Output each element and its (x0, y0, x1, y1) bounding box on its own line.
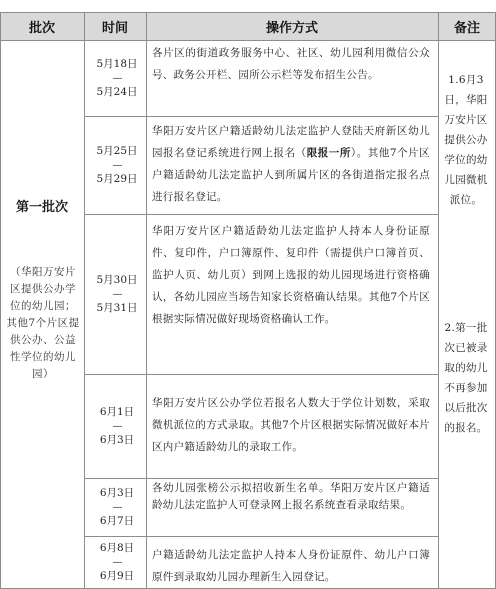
header-time: 时间 (101, 20, 128, 36)
start-date: 5月30日 (96, 273, 138, 286)
operation-cell-6: 户籍适龄幼儿法定监护人持本人身份证原件、幼儿户口簿原件到录取幼儿园办理新生入园登记。 (152, 549, 430, 583)
batch-name: 第一批次 (15, 200, 68, 215)
grid-line (84, 12, 85, 589)
start-date: 6月8日 (99, 541, 135, 554)
date-dash: — (112, 72, 122, 84)
start-date: 6月3日 (99, 486, 135, 499)
header-operation: 操作方式 (265, 20, 318, 36)
header-notes: 备注 (453, 20, 480, 36)
grid-line (0, 40, 496, 41)
start-date: 6月1日 (99, 405, 135, 418)
end-date: 6月3日 (99, 433, 135, 446)
operation-cell-4: 华阳万安片区公办学位若报名人数大于学位计划数，采取微机派位的方式录取。其他7个片区根据实际情况做好本片区内户籍适龄幼儿的录取工作。 (152, 397, 430, 453)
operation-text: ）。其他7个片区户籍适龄幼儿法定监护人到所属片区的各街道指定报名点进行报名登记。 (152, 147, 430, 203)
grid-line (0, 12, 496, 13)
time-cell-2 (86, 116, 148, 214)
end-date: 6月9日 (99, 569, 135, 582)
date-dash: — (112, 159, 122, 171)
operation-text: 华阳万安片区户籍适龄幼儿法定监护人登陆天府新区幼儿园报名登记系统进行网上报名（ (152, 125, 430, 159)
grid-line (438, 12, 439, 589)
operation-cell-5: 各幼儿园张榜公示拟招收新生名单。华阳万安片区户籍适龄幼儿法定监护人可登录网上报名系统查看录取结果。 (152, 482, 430, 511)
end-date: 5月24日 (96, 85, 138, 98)
time-cell-6 (86, 536, 148, 588)
time-cell-3 (86, 214, 148, 374)
end-date: 6月7日 (99, 514, 135, 527)
operation-cell-1: 各片区的街道政务服务中心、社区、幼儿园利用微信公众号、政务公开栏、园所公示栏等发布招生公告。 (152, 47, 430, 81)
grid-line (0, 12, 1, 589)
time-cell-5 (86, 478, 148, 536)
start-date: 5月25日 (96, 144, 138, 157)
batch-note: （华阳万安片区提供公办学位的幼儿园；其他7个片区提供公办、公益性学位的幼儿园） (6, 266, 80, 380)
date-dash: — (112, 420, 122, 432)
start-date: 5月18日 (96, 57, 138, 70)
date-dash: — (112, 501, 122, 513)
end-date: 5月31日 (96, 301, 138, 314)
operation-emphasis: 限报一所 (306, 147, 351, 159)
header-batch: 批次 (28, 20, 55, 36)
operation-cell-3: 华阳万安片区户籍适龄幼儿法定监护人持本人身份证原件、复印件，户口簿原件、复印件（需提供户口簿首页、监护人页、幼儿页）到网上选报的幼儿园现场进行资格确认，各幼儿园应当场告知家长资格确认结果。其他7个片区根据实际情况做好现场资格确认工作。 (152, 225, 430, 325)
end-date: 5月29日 (96, 172, 138, 185)
note-2: 2.第一批次已被录取的幼儿不再参加以后批次的报名。 (444, 322, 488, 434)
date-dash: — (112, 556, 122, 568)
time-cell-4 (86, 374, 148, 478)
note-1: 1.6月3日，华阳万安片区提供公办学位的幼儿园微机派位。 (444, 74, 488, 206)
operation-cell-2 (146, 120, 434, 208)
time-cell-1 (86, 40, 148, 116)
table-header-row (0, 12, 496, 40)
date-dash: — (112, 288, 122, 300)
